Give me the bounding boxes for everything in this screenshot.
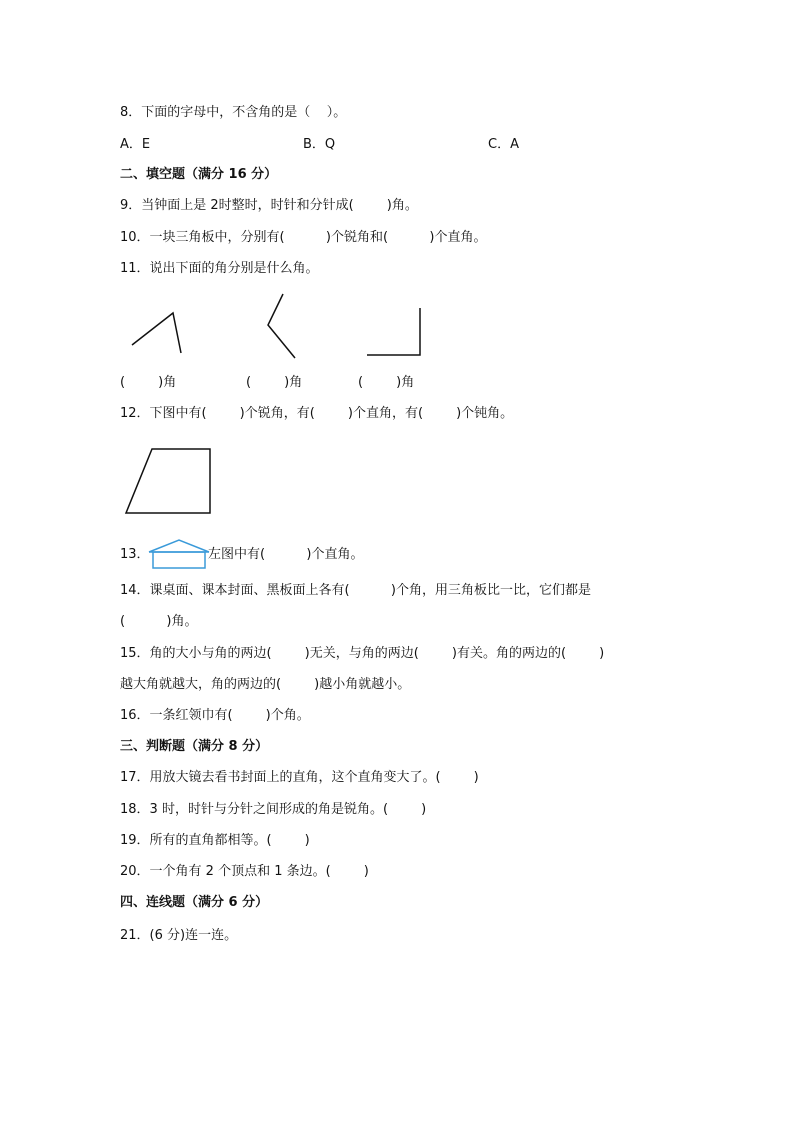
- section-3-title: 三、判断题（满分 8 分）: [120, 739, 269, 754]
- question-14-line-2: ( )角。: [120, 614, 198, 629]
- trapezoid-figure: [120, 440, 220, 520]
- question-11-angles-figure: [120, 285, 440, 365]
- question-21: 21．(6 分)连一连。: [120, 928, 238, 943]
- question-13-number: 13．: [120, 547, 150, 562]
- question-9: 9．当钟面上是 2时整时，时针和分针成( )角。: [120, 198, 418, 213]
- question-18: 18．3 时，时针与分针之间形成的角是锐角。( ): [120, 802, 427, 817]
- question-8-option-c: C．A: [488, 137, 519, 152]
- question-8-option-b: B．Q: [303, 137, 336, 152]
- question-20: 20．一个角有 2 个顶点和 1 条边。( ): [120, 864, 369, 879]
- question-8-option-a: A．E: [120, 137, 151, 152]
- question-17: 17．用放大镜去看书封面上的直角，这个直角变大了。( ): [120, 770, 479, 785]
- question-13-text: 左图中有( )个直角。: [208, 547, 364, 562]
- question-15-line-1: 15．角的大小与角的两边( )无关，与角的两边( )有关。角的两边的( ): [120, 646, 605, 661]
- question-10: 10．一块三角板中，分别有( )个锐角和( )个直角。: [120, 230, 487, 245]
- question-8-stem: 8．下面的字母中，不含角的是（ ）。: [120, 105, 347, 120]
- right-angle-drawing: [367, 308, 420, 355]
- section-4-title: 四、连线题（满分 6 分）: [120, 895, 269, 910]
- question-14-line-1: 14．课桌面、课本封面、黑板面上各有( )个角，用三角板比一比，它们都是: [120, 583, 592, 598]
- section-2-title: 二、填空题（满分 16 分）: [120, 167, 278, 182]
- question-19: 19．所有的直角都相等。( ): [120, 833, 310, 848]
- question-12: 12．下图中有( )个锐角，有( )个直角，有( )个钝角。: [120, 406, 514, 421]
- question-16: 16．一条红领巾有( )个角。: [120, 708, 310, 723]
- question-15-line-2: 越大角就越大，角的两边的( )越小角就越小。: [120, 677, 411, 692]
- question-11-blank-3: ( )角: [358, 375, 415, 390]
- acute-angle-drawing: [132, 313, 181, 353]
- obtuse-angle-drawing: [268, 294, 295, 358]
- question-11-blank-2: ( )角: [246, 375, 303, 390]
- question-11-blank-1: ( )角: [120, 375, 177, 390]
- question-11-stem: 11．说出下面的角分别是什么角。: [120, 261, 319, 276]
- house-icon: [148, 538, 210, 570]
